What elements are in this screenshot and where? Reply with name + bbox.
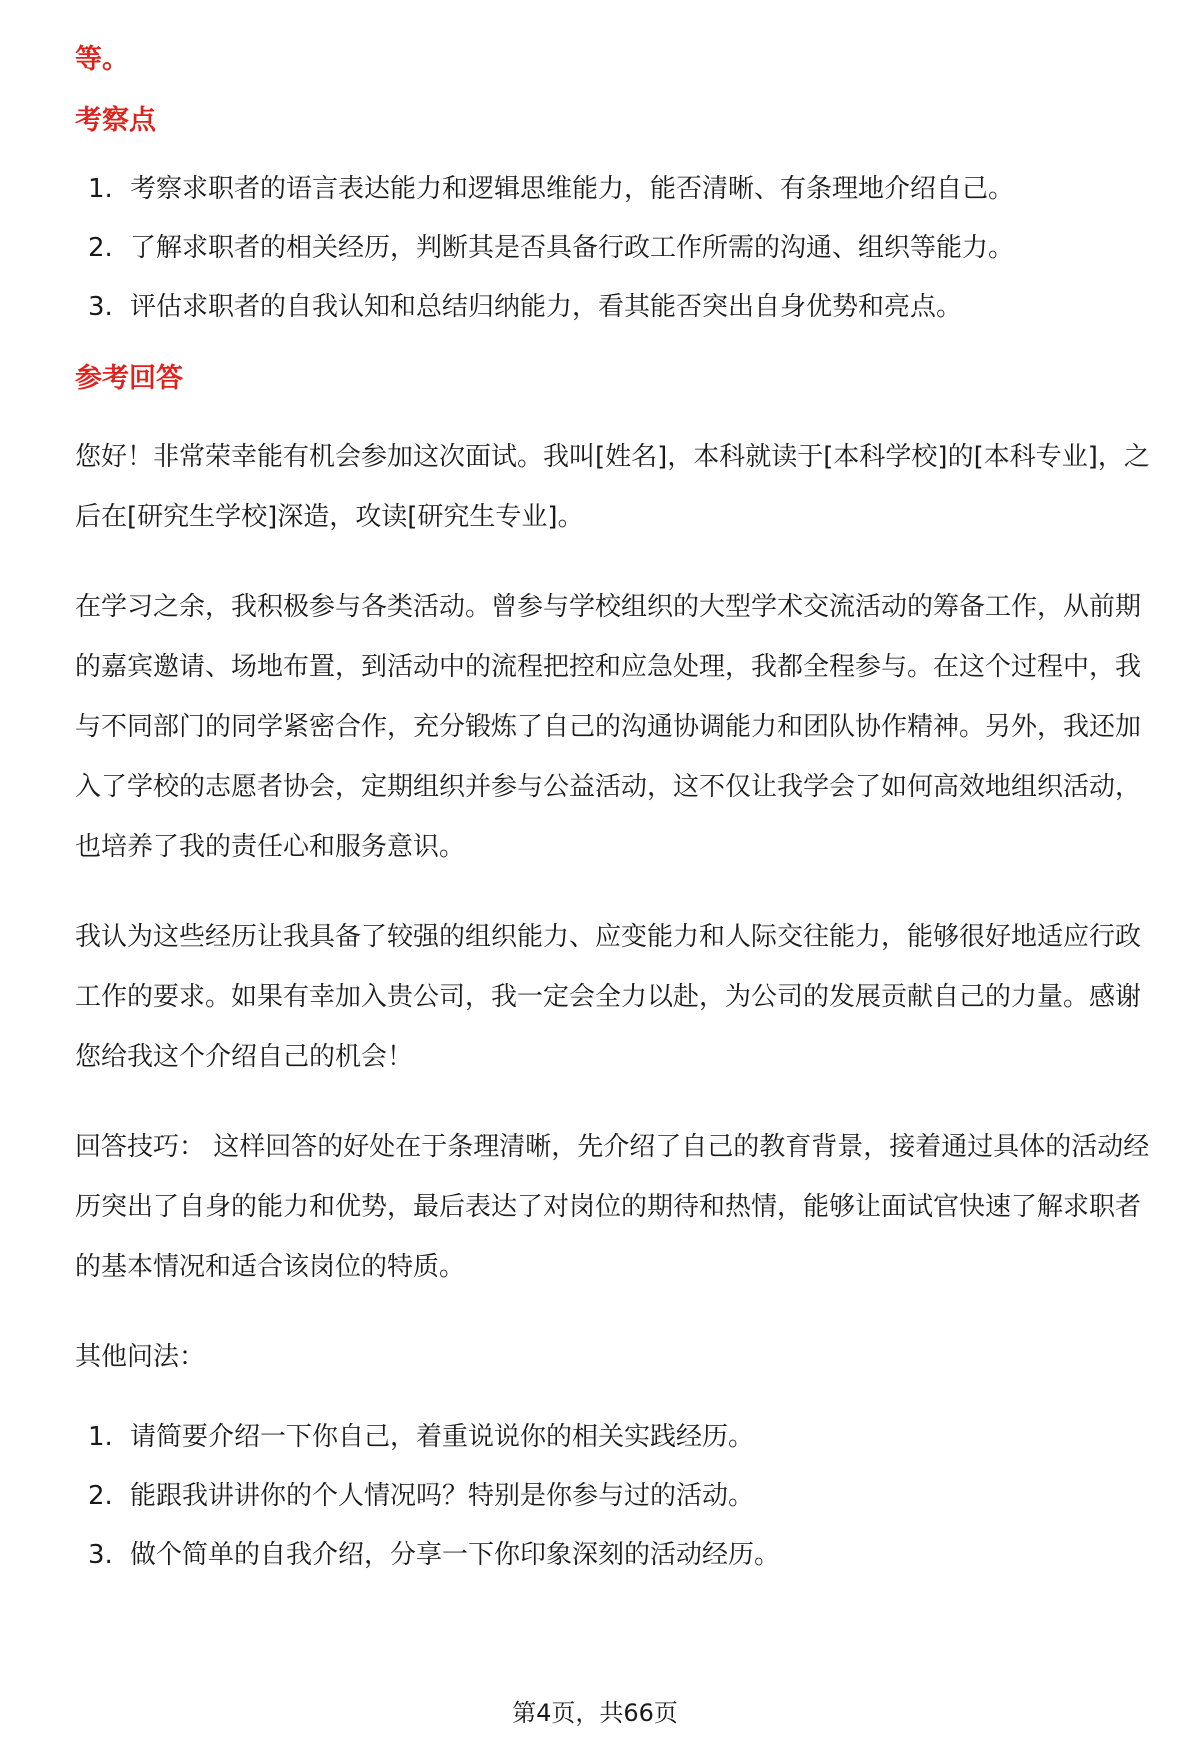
list-item xyxy=(75,169,1160,209)
answer-tips-paragraph: 回答技巧： 这样回答的好处在于条理清晰，先介绍了自己的教育背景，接着通过具体的活动经历突出了自身的能力和优势，最后表达了对岗位的期待和热情，能够让面试官快速了解求职者的基本情况和适合该岗位的特质。 xyxy=(75,1132,1150,1282)
page-content xyxy=(75,40,1160,1607)
list-number: 2. xyxy=(88,233,113,263)
list-item xyxy=(75,287,1160,327)
answer-paragraph-activities: 在学习之余，我积极参与各类活动。曾参与学校组织的大型学术交流活动的筹备工作，从前期的嘉宾邀请、场地布置，到活动中的流程把控和应急处理，我都全程参与。在这个过程中，我与不同部门的同学紧密合作，充分锻炼了自己的沟通协调能力和团队协作精神。另外，我还加入了学校的志愿者协会，定期组织并参与公益活动，这不仅让我学会了如何高效地组织活动，也培养了我的责任心和服务意识。 xyxy=(75,592,1142,862)
list-text: 了解求职者的相关经历，判断其是否具备行政工作所需的沟通、组织等能力。 xyxy=(130,233,1015,263)
list-item xyxy=(75,1476,1160,1516)
list-number: 3. xyxy=(88,292,113,322)
continued-fragment: 等。 xyxy=(75,44,129,75)
other-questions-list xyxy=(75,1417,1160,1575)
section-title-key-points: 考察点 xyxy=(75,105,156,136)
list-number: 1. xyxy=(88,174,113,204)
list-number: 1. xyxy=(88,1422,113,1452)
list-number: 3. xyxy=(88,1540,113,1570)
list-number: 2. xyxy=(88,1481,113,1511)
section-title-reference-answer: 参考回答 xyxy=(75,363,183,394)
list-text: 能跟我讲讲你的个人情况吗？特别是你参与过的活动。 xyxy=(130,1481,755,1511)
list-text: 请简要介绍一下你自己，着重说说你的相关实践经历。 xyxy=(130,1422,755,1452)
answer-paragraph-conclusion: 我认为这些经历让我具备了较强的组织能力、应变能力和人际交往能力，能够很好地适应行政工作的要求。如果有幸加入贵公司，我一定会全力以赴，为公司的发展贡献自己的力量。感谢您给我这个介绍自己的机会！ xyxy=(75,922,1142,1072)
page-number-footer: 第4页，共66页 xyxy=(512,1699,678,1727)
answer-paragraph-intro: 您好！非常荣幸能有机会参加这次面试。我叫[姓名]，本科就读于[本科学校]的[本科专业]，之后在[研究生学校]深造，攻读[研究生专业]。 xyxy=(75,442,1150,532)
key-points-list xyxy=(75,169,1160,327)
list-text: 考察求职者的语言表达能力和逻辑思维能力，能否清晰、有条理地介绍自己。 xyxy=(130,174,1015,204)
list-text: 做个简单的自我介绍，分享一下你印象深刻的活动经历。 xyxy=(130,1540,781,1570)
list-item xyxy=(75,1417,1160,1457)
other-questions-label: 其他问法： xyxy=(75,1342,206,1372)
list-text: 评估求职者的自我认知和总结归纳能力，看其能否突出自身优势和亮点。 xyxy=(130,292,963,322)
list-item xyxy=(75,1535,1160,1575)
list-item xyxy=(75,228,1160,268)
